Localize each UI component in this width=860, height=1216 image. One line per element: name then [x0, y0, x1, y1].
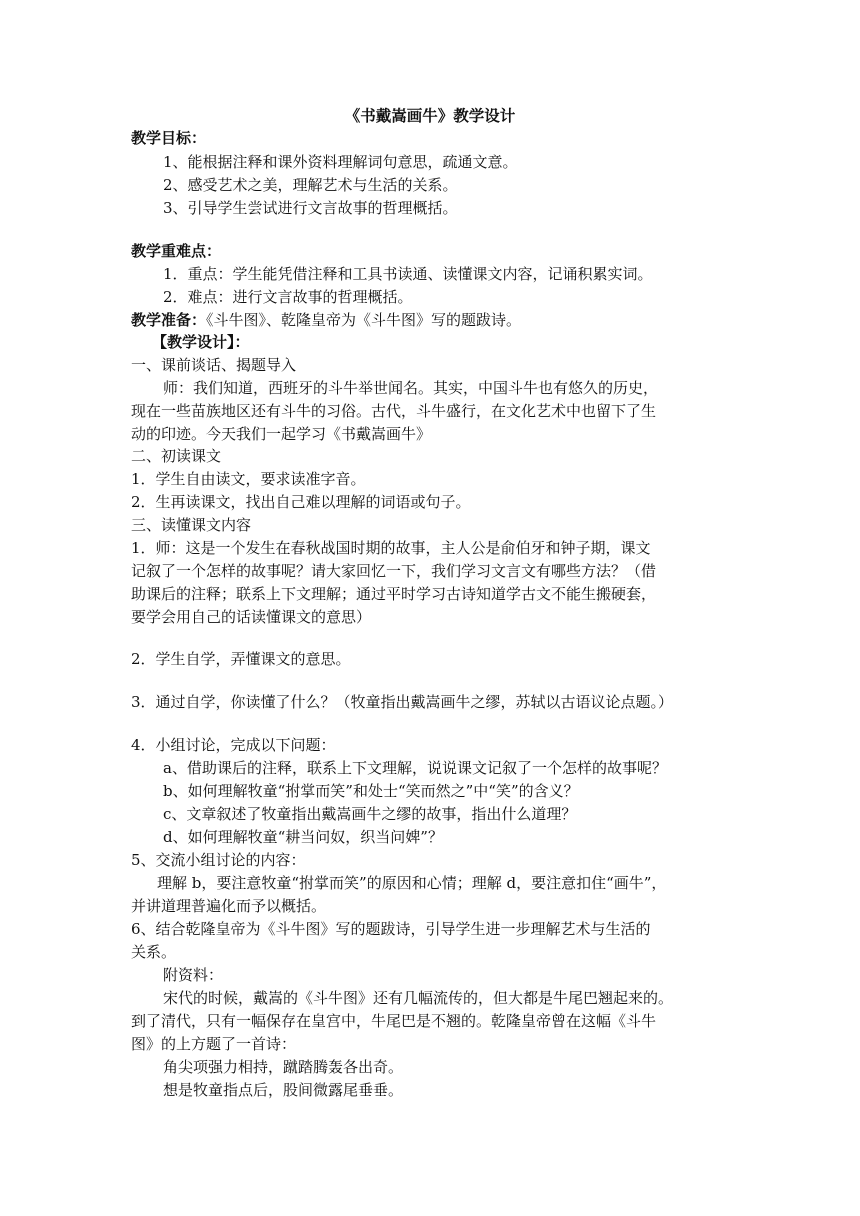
- question-item: a、借助课后的注释，联系上下文理解，说说课文记叙了一个怎样的故事呢？: [163, 759, 667, 777]
- section-heading: 一、课前谈话、揭题导入: [131, 356, 297, 374]
- paragraph-line: 到了清代，只有一幅保存在皇宫中，牛尾巴是不翘的。乾隆皇帝曾在这幅《斗牛: [131, 1012, 657, 1030]
- prep-line: [131, 309, 521, 331]
- design-heading: 【教学设计】：: [152, 333, 250, 351]
- paragraph-line: 1．师：这是一个发生在春秋战国时期的故事，主人公是俞伯牙和钟子期，课文: [131, 539, 651, 557]
- list-item: 2．生再读课文，找出自己难以理解的词语或句子。: [131, 493, 471, 511]
- paragraph-line: 助课后的注释；联系上下文理解；通过平时学习古诗知道学古文不能生搬硬套，: [131, 585, 657, 603]
- doc-title: 《书戴嵩画牛》教学设计: [344, 106, 516, 125]
- paragraph-line: 图》的上方题了一首诗：: [131, 1035, 297, 1053]
- list-item: 2．学生自学，弄懂课文的意思。: [131, 650, 351, 668]
- question-item: b、如何理解牧童“拊掌而笑”和处士“笑而然之”中“笑”的含义？: [163, 782, 579, 800]
- paragraph-line: 现在一些苗族地区还有斗牛的习俗。古代，斗牛盛行，在文化艺术中也留下了生: [131, 402, 657, 420]
- key-heading: 教学重难点：: [131, 242, 222, 260]
- paragraph-line: 理解 b，要注意牧童“拊掌而笑”的原因和心情；理解 d，要注意扣住“画牛”，: [157, 874, 667, 892]
- paragraph-line: 关系。: [131, 943, 177, 961]
- key-item: 1．重点：学生能凭借注释和工具书读通、读懂课文内容，记诵积累实词。: [163, 265, 653, 283]
- poem-line: 角尖项强力相持，蹴踏腾轰各出奇。: [163, 1058, 404, 1076]
- key-item: 2．难点：进行文言故事的哲理概括。: [163, 288, 413, 306]
- list-item: 4．小组讨论，完成以下问题：: [131, 736, 336, 754]
- section-heading: 三、读懂课文内容: [131, 516, 252, 534]
- appendix-label: 附资料：: [163, 966, 224, 984]
- goal-item: 1、能根据注释和课外资料理解词句意思，疏通文意。: [163, 153, 518, 171]
- question-item: d、如何理解牧童“耕当问奴，织当问婢”？: [163, 828, 443, 846]
- paragraph-line: 师：我们知道，西班牙的斗牛举世闻名。其实，中国斗牛也有悠久的历史，: [163, 379, 659, 397]
- prep-text: 《斗牛图》、乾隆皇帝为《斗牛图》写的题跋诗。: [206, 311, 522, 329]
- list-item: 5、交流小组讨论的内容：: [131, 851, 306, 869]
- paragraph-line: 宋代的时候，戴嵩的《斗牛图》还有几幅流传的，但大都是牛尾巴翘起来的。: [163, 989, 674, 1007]
- prep-label: 教学准备：: [131, 311, 207, 329]
- question-item: c、文章叙述了牧童指出戴嵩画牛之缪的故事，指出什么道理？: [163, 805, 577, 823]
- paragraph-line: 记叙了一个怎样的故事呢？请大家回忆一下，我们学习文言文有哪些方法？（借: [131, 562, 657, 580]
- paragraph-line: 要学会用自己的话读懂课文的意思）: [131, 608, 372, 626]
- goal-item: 3、引导学生尝试进行文言故事的哲理概括。: [163, 199, 458, 217]
- section-heading: 二、初读课文: [131, 447, 222, 465]
- list-item: 3．通过自学，你读懂了什么？（牧童指出戴嵩画牛之缪，苏轼以古语议论点题。）: [131, 693, 674, 711]
- paragraph-line: 动的印迹。今天我们一起学习《书戴嵩画牛》: [131, 425, 432, 443]
- paragraph-line: 并讲道理普遍化而予以概括。: [131, 897, 327, 915]
- poem-line: 想是牧童指点后，股间微露尾垂垂。: [163, 1081, 404, 1099]
- paragraph-line: 6、结合乾隆皇帝为《斗牛图》写的题跋诗，引导学生进一步理解艺术与生活的: [131, 920, 651, 938]
- list-item: 1．学生自由读文，要求读准字音。: [131, 470, 366, 488]
- goal-item: 2、感受艺术之美，理解艺术与生活的关系。: [163, 176, 458, 194]
- goals-heading: 教学目标：: [131, 129, 207, 147]
